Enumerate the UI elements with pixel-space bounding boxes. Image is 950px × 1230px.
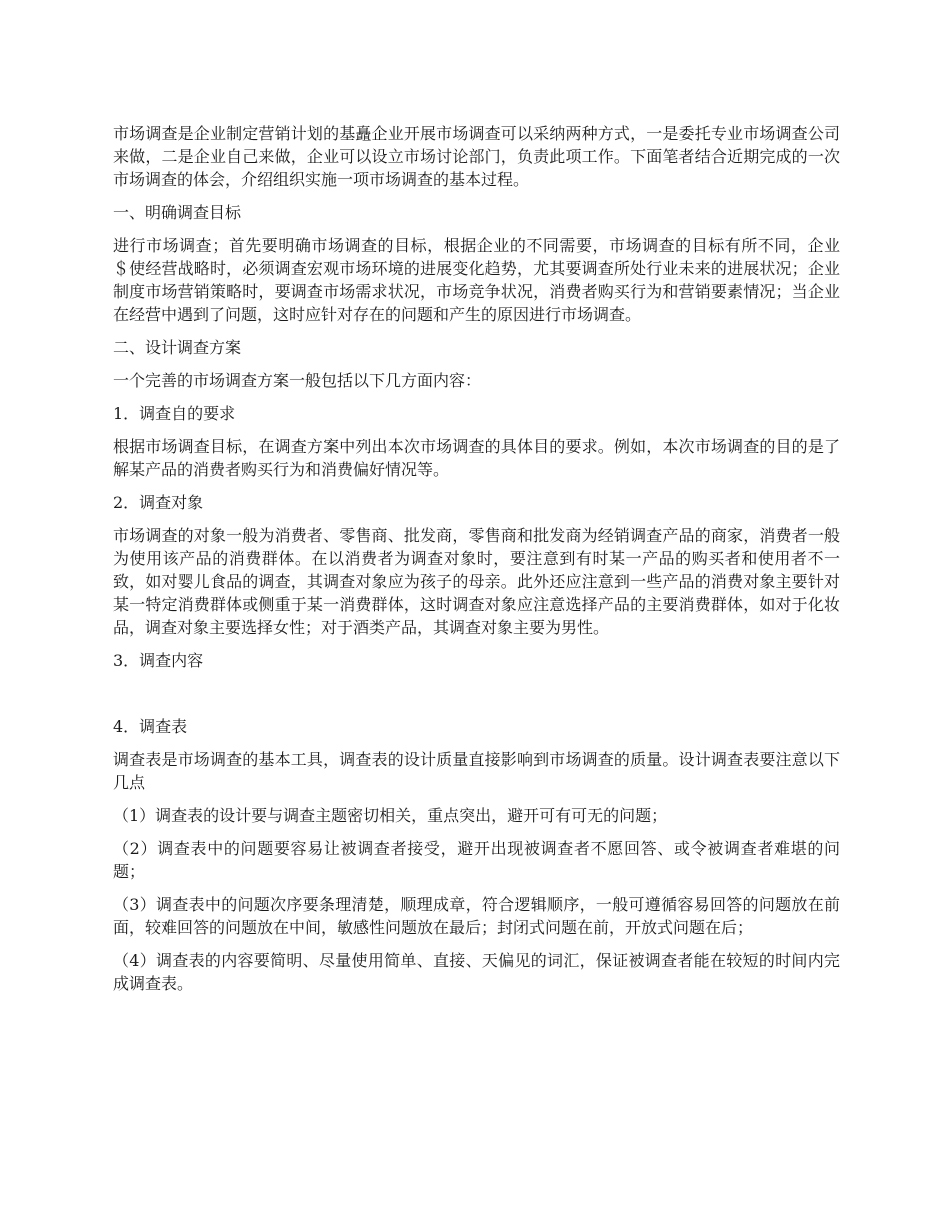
- blank-space: [113, 682, 840, 705]
- plan-intro-paragraph: 一个完善的市场调查方案一般包括以下几方面内容：: [113, 371, 482, 390]
- goals-paragraph: 进行市场调查；首先要明确市场调查的目标，根据企业的不同需要，市场调查的目标有所不同，企业＄使经营战略时，必须调查宏观市场环境的进展变化趋势，尤其要调查所处行业未来的进展状况；企业制度市场营销策略时，要调查市场需求状况，市场竞争状况，消费者购买行为和营销要素情况；当企业在经营中遇到了问题，这时应针对存在的问题和产生的原因进行市场调查。: [113, 236, 840, 324]
- intro-paragraph: 市场调查是企业制定营销计划的基矗企业开展市场调查可以采纳两种方式，一是委托专业市场调查公司来做，二是企业自己来做，企业可以设立市场讨论部门，负责此项工作。下面笔者结合近期完成的一次市场调查的体会，介绍组织实施一项市场调查的基本过程。: [113, 124, 840, 189]
- list-item-point-3: （3）调查表中的问题次序要条理清楚，顺理成章，符合逻辑顺序，一般可遵循容易回答的问题放在前面，较难回答的问题放在中间，敏感性问题放在最后；封闭式问题在前，开放式问题在后；: [113, 895, 840, 937]
- item-heading-questionnaire: 4．调查表: [113, 717, 188, 736]
- list-item-point-2: （2）调查表中的问题要容易让被调查者接受，避开出现被调查者不愿回答、或令被调查者难堪的问题；: [113, 839, 840, 881]
- section-heading-plan: 二、设计调查方案: [113, 338, 242, 357]
- list-item-point-4: （4）调查表的内容要简明、尽量使用简单、直接、天偏见的词汇，保证被调查者能在较短的时间内完成调查表。: [113, 951, 840, 993]
- list-item-point-1: （1）调查表的设计要与调查主题密切相关，重点突出，避开可有可无的问题；: [113, 806, 668, 825]
- item-heading-purpose: 1．调查自的要求: [113, 404, 236, 423]
- item-heading-content: 3．调查内容: [113, 651, 204, 670]
- item-heading-subjects: 2．调查对象: [113, 493, 204, 512]
- section-heading-goals: 一、明确调查目标: [113, 203, 242, 222]
- questionnaire-paragraph: 调查表是市场调查的基本工具，调查表的设计质量直接影响到市场调查的质量。设计调查表要注意以下几点: [113, 750, 840, 792]
- document-page: [113, 122, 840, 1005]
- subjects-paragraph: 市场调查的对象一般为消费者、零售商、批发商，零售商和批发商为经销调查产品的商家，消费者一般为使用该产品的消费群体。在以消费者为调查对象时，要注意到有时某一产品的购买者和使用者不一致，如对婴儿食品的调查，其调查对象应为孩子的母亲。此外还应注意到一些产品的消费对象主要针对某一特定消费群体或侧重于某一消费群体，这时调查对象应注意选择产品的主要消费群体，如对于化妆品，调查对象主要选择女性；对于酒类产品，其调查对象主要为男性。: [113, 526, 840, 637]
- purpose-paragraph: 根据市场调查目标，在调查方案中列出本次市场调查的具体目的要求。例如，本次市场调查的目的是了解某产品的消费者购买行为和消费偏好情况等。: [113, 437, 840, 479]
